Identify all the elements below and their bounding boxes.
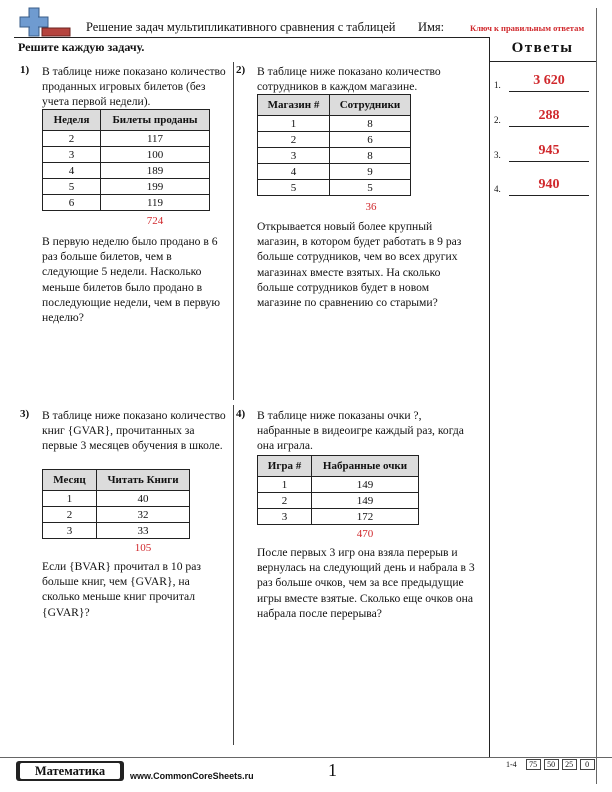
table-header-row [258,95,411,116]
problem-1-total: 724 [146,215,164,227]
table-cell: 8 [330,148,411,164]
problem-2-number: 2) [236,64,246,76]
brand-label: Математика [20,763,120,779]
column-divider-bottom [233,405,234,745]
answer-line [509,126,589,127]
answer-value: 940 [538,177,560,192]
table-cell: 2 [258,493,312,509]
footer-divider [0,757,612,758]
problem-3-intro: В таблице ниже показано количество книг {GVAR}, прочитанных за первые 3 месяцев обучения в школе. [42,409,226,453]
table-header-row [258,456,419,477]
answer-value: 3 620 [533,73,565,88]
table-header: Сотрудники [330,95,411,116]
table-header: Магазин # [258,95,330,116]
table-cell: 2 [43,131,101,147]
page-edge-line [596,8,597,784]
table-cell: 5 [330,180,411,196]
problem-3-table [42,469,190,539]
problem-1-table [42,109,210,211]
table-row [43,507,190,523]
answers-column-border [489,37,490,757]
answer-row-4 [494,176,594,196]
table-row [258,116,411,132]
problem-3-question: Если {BVAR} прочитал в 10 раз больше книг, чем {GVAR}, на сколько меньше книг прочитал {GVAR}? [42,560,201,619]
table-row [258,509,419,525]
problem-3-total: 105 [134,542,152,554]
table-header: Игра # [258,456,312,477]
table-cell: 100 [101,147,210,163]
table-cell: 172 [312,509,419,525]
table-row [258,493,419,509]
site-url: www.CommonCoreSheets.ru [130,771,254,781]
table-cell: 1 [258,116,330,132]
problem-2-table [257,94,411,196]
plus-logo-icon [16,6,72,38]
table-cell: 6 [330,132,411,148]
page-number: 1 [328,760,337,780]
table-cell: 4 [43,163,101,179]
table-cell: 117 [101,131,210,147]
table-cell: 5 [258,180,330,196]
table-cell: 6 [43,195,101,211]
table-cell: 199 [101,179,210,195]
table-cell: 149 [312,493,419,509]
table-cell: 3 [258,509,312,525]
header-divider [14,37,490,38]
table-header-row [43,110,210,131]
problem-4-table [257,455,419,525]
problem-4-question: После первых 3 игр она взяла перерыв и вернулась на следующий день и набрала в 3 раз больше очков, чем за все предыдущие игры вместе взятые. Сколько еще очков она набрала после перерыва? [257,546,475,620]
table-cell: 33 [97,523,190,539]
answer-value: 288 [538,108,560,123]
answer-row-2 [494,107,594,127]
table-header: Билеты проданы [101,110,210,131]
table-row [43,523,190,539]
answer-row-3 [494,142,594,162]
table-cell: 8 [330,116,411,132]
table-header: Набранные очки [312,456,419,477]
score-range: 1-4 [506,760,517,769]
problem-3-number: 3) [20,408,30,420]
table-row [258,148,411,164]
table-row [43,195,210,211]
score-cell: 75 [526,759,541,770]
problem-1-question: В первую неделю было продано в 6 раз больше билетов, чем в следующие 5 недели. Насколько меньше билетов было продано в последующие недели, чем в первую неделю? [42,235,221,325]
problem-4-total: 470 [356,528,374,540]
table-row [258,132,411,148]
table-header: Неделя [43,110,101,131]
problem-2-intro: В таблице ниже показано количество сотрудников в каждом магазине. [257,65,441,94]
problem-2-total: 36 [365,201,377,213]
answer-value: 945 [538,143,560,158]
table-row [43,147,210,163]
table-row [43,179,210,195]
table-cell: 40 [97,491,190,507]
table-cell: 5 [43,179,101,195]
answer-key-label: Ключ к правильным ответам [470,23,585,33]
table-header: Месяц [43,470,97,491]
table-cell: 149 [312,477,419,493]
table-cell: 3 [43,523,97,539]
answer-line [509,91,589,92]
table-cell: 1 [258,477,312,493]
problem-4-intro: В таблице ниже показаны очки ?, набранные в видеоигре каждый раз, когда она играла. [257,409,464,453]
table-cell: 2 [43,507,97,523]
problem-4-number: 4) [236,408,246,420]
score-table [506,759,595,770]
table-cell: 1 [43,491,97,507]
score-cell: 50 [544,759,559,770]
table-cell: 3 [43,147,101,163]
answer-number: 3. [494,150,501,160]
table-row [43,491,190,507]
answer-line [509,195,589,196]
answers-heading: Ответы [511,40,574,56]
table-header-row [43,470,190,491]
table-cell: 9 [330,164,411,180]
name-label: Имя: [418,20,445,34]
problem-2-question: Открывается новый более крупный магазин, в котором будет работать в 9 раз больше сотрудников, чем во всех других магазинах вместе взятых. На сколько больше сотрудников будет в новом магазине по сравнению со старыми? [257,220,462,310]
problem-1-intro: В таблице ниже показано количество проданных игровых билетов (без учета первой недели). [42,65,226,109]
table-cell: 4 [258,164,330,180]
problem-1-number: 1) [20,64,30,76]
instructions: Решите каждую задачу. [18,40,145,54]
answer-line [509,161,589,162]
table-row [258,180,411,196]
answer-number: 1. [494,80,501,90]
table-cell: 119 [101,195,210,211]
table-row [258,477,419,493]
table-cell: 189 [101,163,210,179]
score-cell: 25 [562,759,577,770]
table-row [43,163,210,179]
table-cell: 3 [258,148,330,164]
score-cell: 0 [580,759,595,770]
answer-number: 2. [494,115,501,125]
worksheet-title: Решение задач мультипликативного сравнения с таблицей [86,20,396,34]
answer-row-1 [494,72,594,92]
table-row [258,164,411,180]
table-row [43,131,210,147]
column-divider-top [233,62,234,400]
table-header: Читать Книги [97,470,190,491]
answers-heading-divider [489,61,596,62]
table-cell: 32 [97,507,190,523]
table-cell: 2 [258,132,330,148]
answer-number: 4. [494,184,501,194]
